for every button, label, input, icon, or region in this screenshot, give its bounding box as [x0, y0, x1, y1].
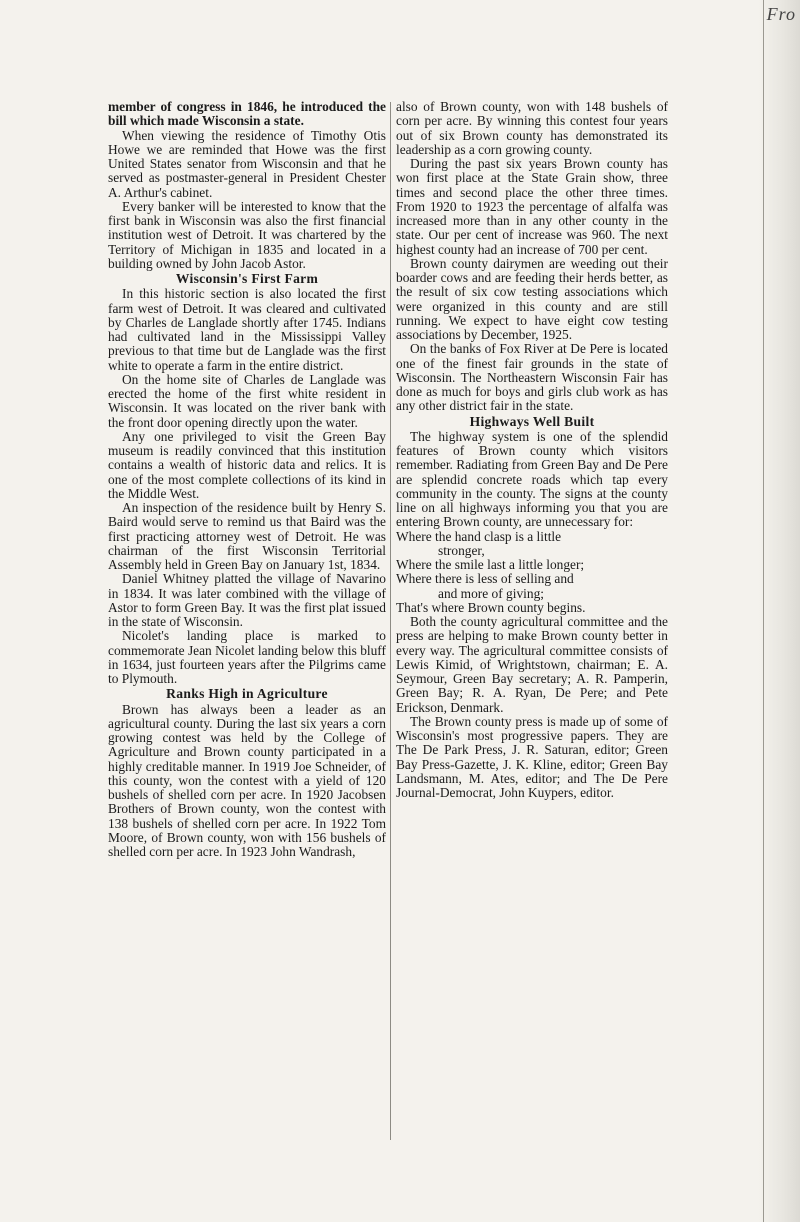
verse-line-1b: stronger, — [438, 542, 485, 558]
scan-margin — [758, 0, 800, 1222]
right-column — [396, 100, 668, 800]
verse-line-2: Where the smile last a little longer; — [396, 557, 585, 572]
right-paragraph-1: also of Brown county, won with 148 bushels of corn per acre. By winning this contest four years out of six Brown county has demonstrated its leadership as a corn growing county. — [396, 99, 668, 157]
page-edge-line — [763, 0, 764, 1222]
left-paragraph-8: Daniel Whitney platted the village of Navarino in 1834. It was later combined with the village of Astor to form Green Bay. It was the first plat issued in the state of Wisconsin. — [108, 571, 386, 629]
column-divider — [390, 102, 391, 1140]
right-paragraph-3: Brown county dairymen are weeding out their boarder cows and are feeding their herds better, as the result of six cow testing associations which were organized in this county and are still running. We expect to have eight cow testing associations by December, 1925. — [396, 255, 668, 342]
verse-line-1a: Where the hand clasp is a little — [396, 528, 562, 544]
left-paragraph-4: In this historic section is also located the first farm west of Detroit. It was cleared and cultivated by Charles de Langlade shortly after 1745. Indians had cultivated land in the Mississippi Valley previous to that time but de Langlade was the first white to operate a farm in the entire district. — [108, 286, 386, 373]
heading-first-farm: Wisconsin's First Farm — [175, 271, 319, 286]
verse-line-3 — [396, 572, 668, 601]
left-paragraph-6: Any one privileged to visit the Green Bay museum is readily convinced that this institution contains a wealth of historic data and relics. It is one of the most complete collections of its kind in the Middle West. — [108, 428, 386, 501]
right-paragraph-4: On the banks of Fox River at De Pere is located one of the finest fair grounds in the state of Wisconsin. The Northeastern Wisconsin Fair has done as much for boys and girls club work as has any other district fair in the state. — [396, 341, 668, 414]
left-paragraph-1: member of congress in 1846, he introduced the bill which made Wisconsin a state. — [108, 99, 386, 129]
right-paragraph-7: The Brown county press is made up of some of Wisconsin's most progressive papers. They are The De Park Press, J. R. Saturan, editor; Green Bay Press-Gazette, J. K. Kline, editor; Green Bay Landsmann, M. Ates, editor; and The De Pere Journal-Democrat, John Kuypers, editor. — [396, 713, 668, 800]
verse-line-1 — [396, 530, 668, 559]
left-paragraph-9: Nicolet's landing place is marked to commemorate Jean Nicolet landing below this bluff in 1634, just fourteen years after the Pilgrims came to Plymouth. — [108, 628, 386, 686]
left-paragraph-2: When viewing the residence of Timothy Otis Howe we are reminded that Howe was the first United States senator from Wisconsin and that he served as postmaster-general in President Chester A. Arthur's cabinet. — [108, 127, 386, 200]
verse-line-3a: Where there is less of selling and — [396, 571, 574, 587]
verse-line-4: That's where Brown county begins. — [396, 599, 586, 615]
right-paragraph-5: The highway system is one of the splendid features of Brown county which visitors remember. Radiating from Green Bay and De Pere are splendid concrete roads which tap every community in the county. The signs at the county line on all highways informing you that you are entering Brown county, are unnecessary for: — [396, 428, 668, 530]
heading-highways: Highways Well Built — [469, 413, 595, 429]
left-column — [108, 100, 386, 859]
right-paragraph-2: During the past six years Brown county has won first place at the State Grain show, three times and second place the other three times. From 1920 to 1923 the percentage of alfalfa was increased more than in any other county in the state. Our per cent of increase was 960. The next highest county had an increase of 700 per cent. — [396, 156, 668, 257]
corner-handwriting: Fro — [766, 4, 796, 24]
left-paragraph-3: Every banker will be interested to know that the first bank in Wisconsin was also the first financial institution west of Detroit. It was chartered by the Territory of Michigan in 1835 and located in a building owned by John Jacob Astor. — [108, 198, 386, 271]
left-paragraph-10: Brown has always been a leader as an agricultural county. During the last six years a corn growing contest was held by the College of Agriculture and Brown county participated in a highly creditable manner. In 1919 Joe Schneider, of this county, won the contest with a yield of 120 bushels of shelled corn per acre. In 1920 Jacobsen Brothers of Brown county, won the contest with 138 bushels of shelled corn per acre. In 1922 Tom Moore, of Brown county, won with 156 bushels of shelled corn per acre. In 1923 John Wandrash, — [108, 701, 386, 859]
left-paragraph-5: On the home site of Charles de Langlade was erected the home of the first white resident in Wisconsin. It was located on the river bank with the front door opening directly upon the water. — [108, 371, 386, 430]
heading-agriculture: Ranks High in Agriculture — [166, 686, 328, 702]
verse-line-3b: and more of giving; — [438, 585, 544, 601]
right-paragraph-6: Both the county agricultural committee and the press are helping to make Brown county better in every way. The agricultural committee consists of Lewis Kimid, of Wrightstown, chairman; E. A. Seymour, Green Bay secretary; A. R. Pamperin, Green Bay; R. A. Ryan, De Pere; and Pete Erickson, Denmark. — [396, 614, 668, 715]
left-paragraph-7: An inspection of the residence built by Henry S. Baird would serve to remind us that Baird was the first practicing attorney west of Detroit. He was chairman of the first Wisconsin Territorial Assembly held in Green Bay on January 1st, 1834. — [108, 500, 386, 572]
